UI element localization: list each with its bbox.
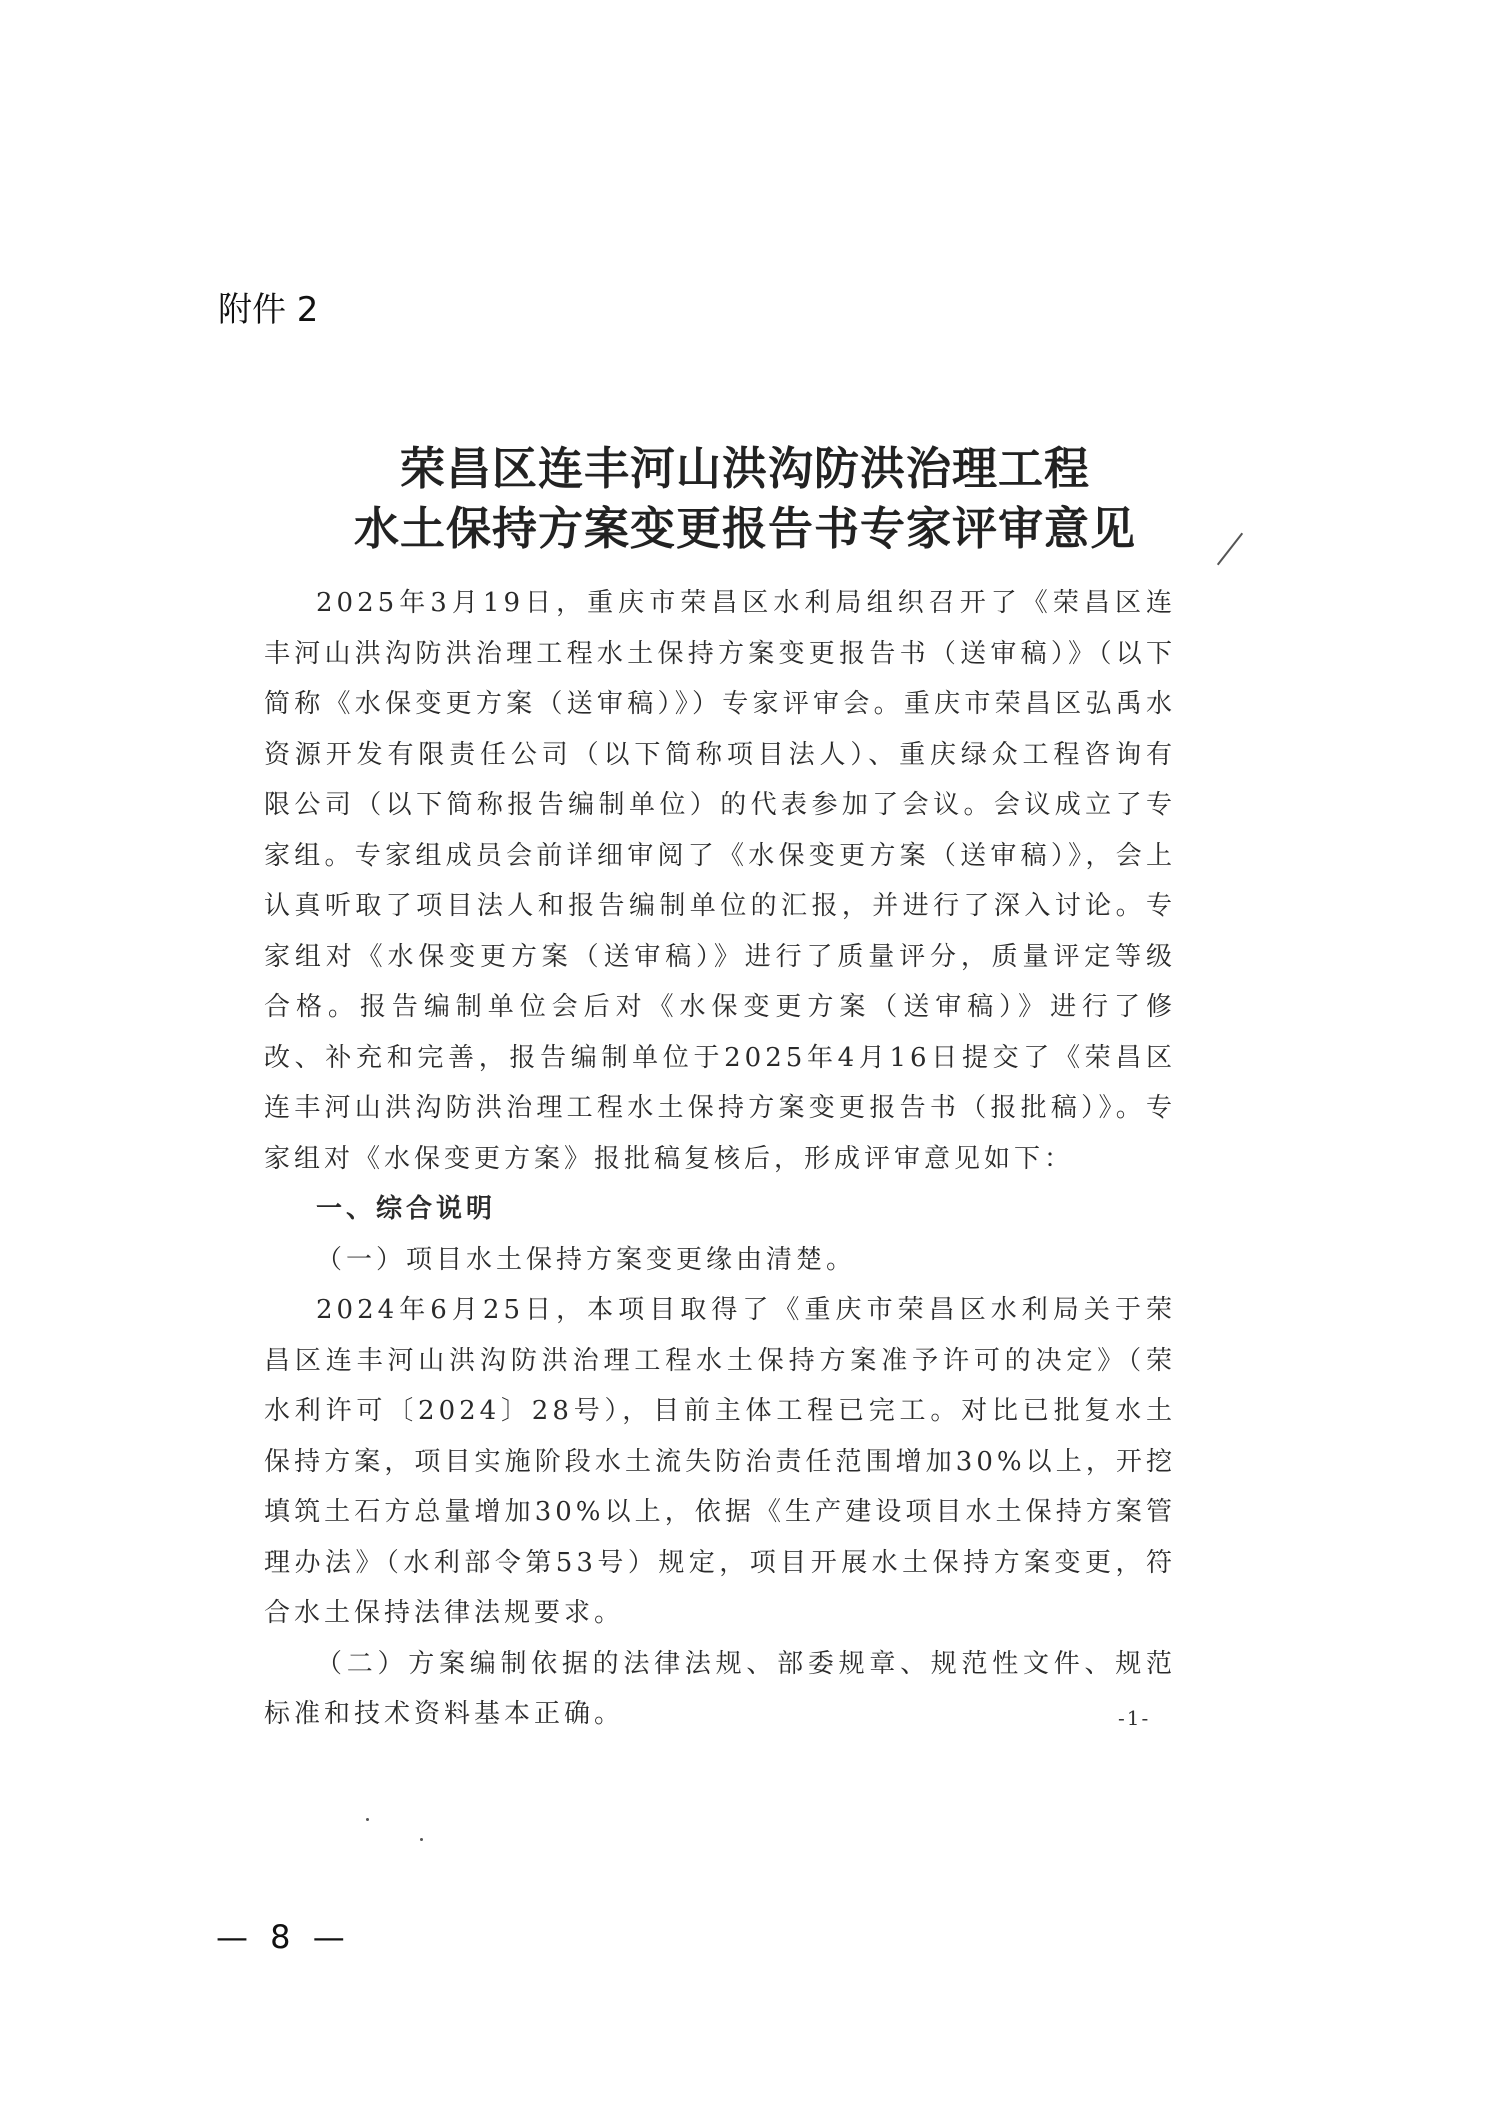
inner-page-number: -1-: [1118, 1706, 1151, 1730]
document-title-line-1: 荣昌区连丰河山洪沟防洪治理工程: [399, 442, 1090, 495]
document-title-line-2: 水土保持方案变更报告书专家评审意见: [353, 502, 1136, 555]
attachment-label: 附件 2: [218, 290, 319, 330]
subsection-heading: （一）项目水土保持方案变更缘由清楚。: [316, 1244, 857, 1275]
footer-page-number: — 8 —: [216, 1918, 351, 1956]
scan-speck: [420, 1838, 423, 1841]
section-heading: 一、综合说明: [316, 1194, 497, 1224]
intro-paragraph: 2025年3月19日，重庆市荣昌区水利局组织召开了《荣昌区连丰河山洪沟防洪治理工程水土保持方案变更报告书（送审稿）》（以下简称《水保变更方案（送审稿）》）专家评审会。重庆市荣昌区弘禹水资源开发有限责任公司（以下简称项目法人）、重庆绿众工程咨询有限公司（以下简称报告编制单位）的代表参加了会议。会议成立了专家组。专家组成员会前详细审阅了《水保变更方案（送审稿）》，会上认真听取了项目法人和报告编制单位的汇报，并进行了深入讨论。专家组对《水保变更方案（送审稿）》进行了质量评分，质量评定等级合格。报告编制单位会后对《水保变更方案（送审稿）》进行了修改、补充和完善，报告编制单位于2025年4月16日提交了《荣昌区连丰河山洪沟防洪治理工程水土保持方案变更报告书（报批稿）》。专家组对《水保变更方案》报批稿复核后，形成评审意见如下：: [264, 588, 1176, 1174]
subsection-heading: （二）方案编制依据的法律法规、部委规章、规范性文件、规范标准和技术资料基本正确。: [264, 1648, 1176, 1729]
body-paragraph: 2024年6月25日，本项目取得了《重庆市荣昌区水利局关于荣昌区连丰河山洪沟防洪治理工程水土保持方案准予许可的决定》（荣水利许可〔2024〕28号），目前主体工程已完工。对比已批复水土保持方案，项目实施阶段水土流失防治责任范围增加30%以上，开挖填筑土石方总量增加30%以上，依据《生产建设项目水土保持方案管理办法》（水利部令第53号）规定，项目开展水土保持方案变更，符合水土保持法律法规要求。: [264, 1295, 1176, 1628]
document-body: [264, 578, 1176, 1740]
scan-speck: [366, 1818, 369, 1821]
